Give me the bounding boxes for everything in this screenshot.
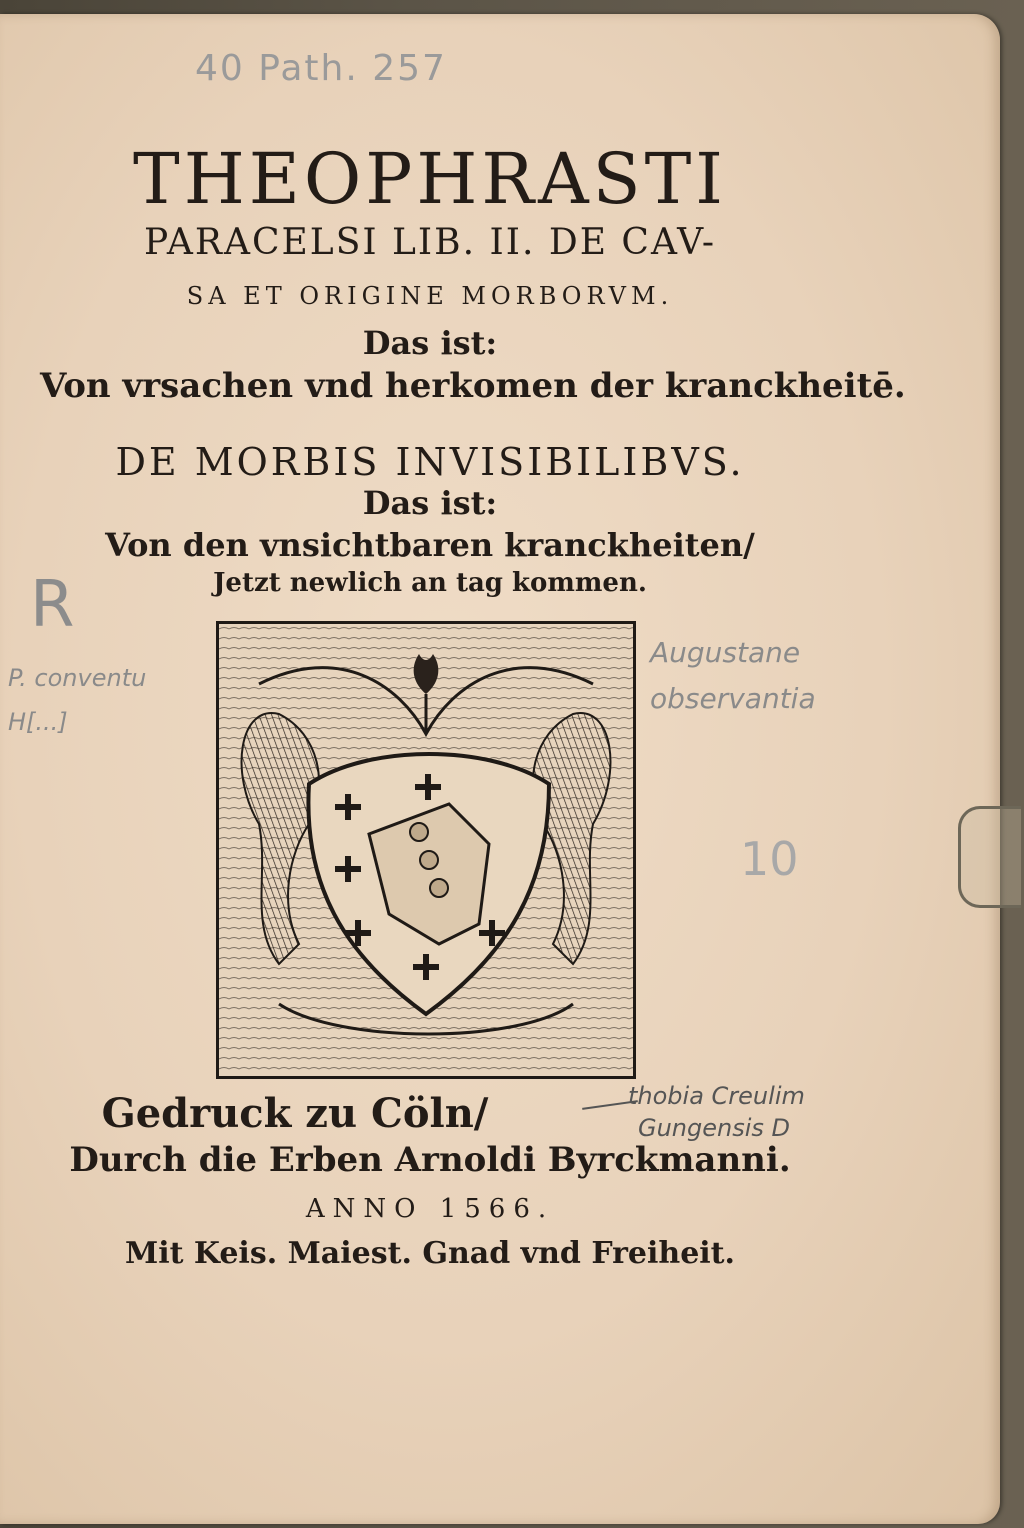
imprint-line-2: Durch die Erben Arnoldi Byrckmanni.	[69, 1140, 791, 1180]
imprint-city: Gedruck zu Cöln/	[101, 1090, 489, 1137]
title-line-5: Von vrsachen vnd herkomen der kranckheitē.	[40, 366, 906, 406]
imprint-line-1	[0, 1090, 880, 1137]
bookmark-tab	[958, 806, 1021, 908]
title-line-1: THEOPHRASTI	[133, 138, 727, 220]
r-mark-annotation: R	[30, 568, 75, 642]
left-annotation-line2: H[...]	[8, 708, 68, 736]
title-line-3: SA ET ORIGINE MORBORVM.	[186, 282, 674, 310]
shelfmark-annotation: 40 Path. 257	[195, 48, 447, 89]
title-line-6: DE MORBIS INVISIBILIBVS.	[115, 440, 745, 484]
imprint-line-4: Mit Keis. Maiest. Gnad vnd Freiheit.	[125, 1236, 735, 1271]
left-margin-annotation	[8, 656, 146, 744]
imprint-line-3: ANNO 1566.	[305, 1194, 555, 1224]
coat-of-arms-woodcut	[216, 621, 636, 1079]
owner-line1: thobia Creulim	[628, 1082, 805, 1110]
right-annotation-line1: Augustane	[650, 636, 801, 669]
title-line-7: Das ist:	[362, 484, 498, 522]
right-margin-annotation	[650, 630, 816, 722]
title-line-9: Jetzt newlich an tag kommen.	[213, 568, 647, 598]
left-annotation-line1: P. conventu	[8, 664, 147, 692]
title-line-8: Von den vnsichtbaren kranckheiten/	[105, 526, 755, 564]
title-line-2: PARACELSI LIB. II. DE CAV-	[143, 222, 717, 263]
right-annotation-line2: observantia	[650, 682, 816, 715]
title-line-4: Das ist:	[362, 324, 498, 362]
owner-line2: Gungensis D	[638, 1114, 791, 1142]
number-annotation: 10	[740, 832, 799, 886]
